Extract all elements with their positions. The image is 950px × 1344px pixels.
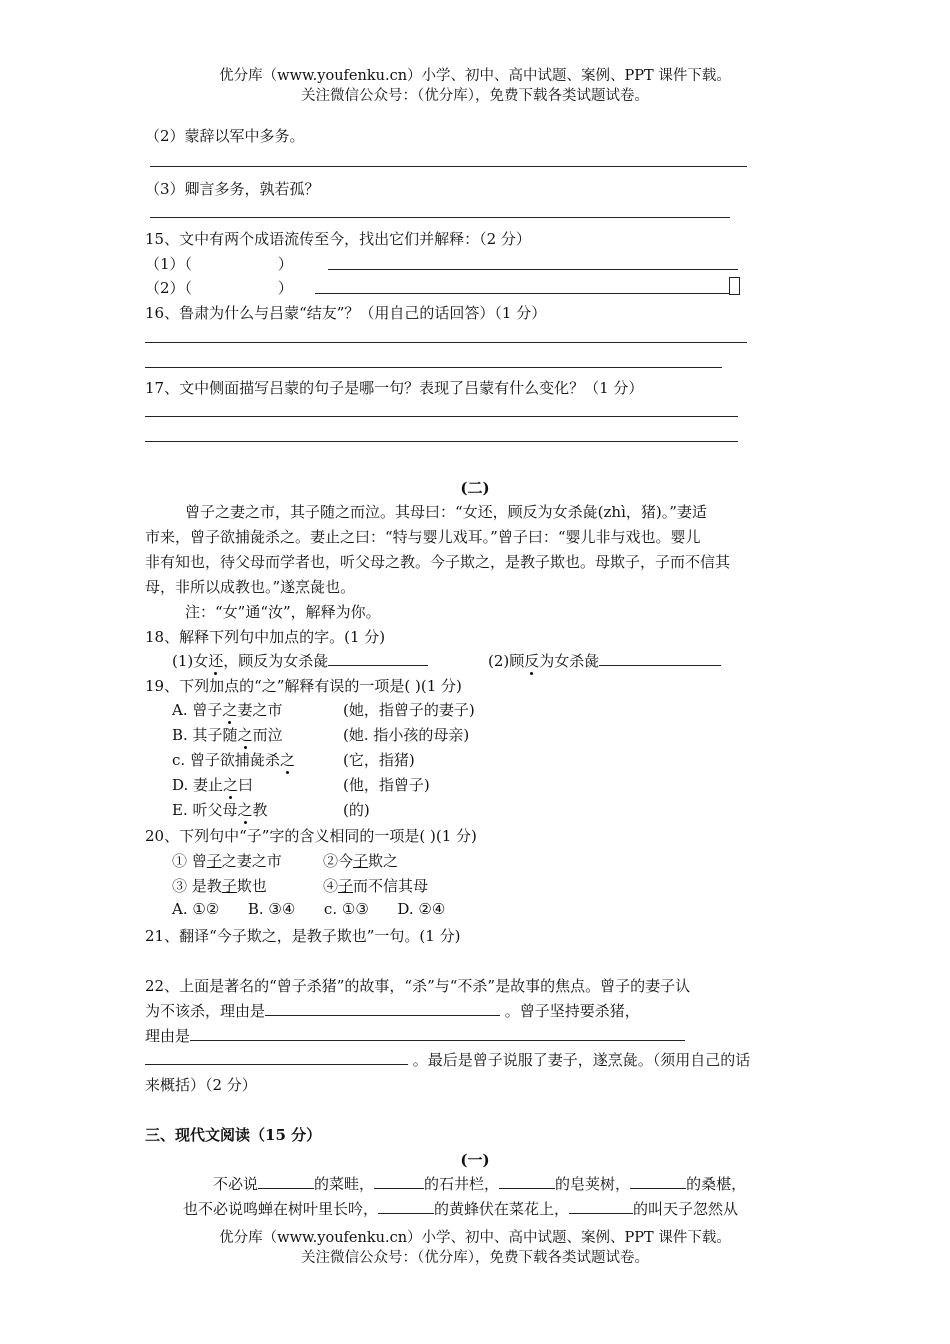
answer-blank[interactable] — [190, 1026, 685, 1041]
q19-option[interactable] — [172, 799, 268, 820]
q19-option-note: (它，指猪) — [343, 751, 415, 769]
q22-line-3 — [145, 1025, 685, 1046]
item-text: 之妻之市 — [221, 852, 282, 870]
q20-item-4 — [323, 875, 428, 896]
answer-line[interactable] — [145, 367, 722, 368]
dotted-char: 还 — [208, 652, 224, 670]
answer-blank[interactable] — [378, 1199, 434, 1214]
underlined-char: 子 — [353, 852, 369, 870]
q18-item-2-text: 为女杀彘 — [539, 652, 600, 670]
passage-line-1: 曾子之妻之市，其子随之而泣。其母曰：“女还，顾反为女杀彘(zhì，猪)。”妻适 — [185, 503, 707, 521]
item-text: ②今 — [323, 852, 354, 870]
option-text: c. 曾子欲捕彘杀 — [172, 751, 280, 769]
s3-text: 也不必说鸣蝉在树叶里长吟， — [183, 1200, 379, 1218]
s3-text: 的叫天子忽然从 — [633, 1200, 739, 1218]
q22-line-4 — [145, 1049, 750, 1070]
dotted-char: 之 — [222, 701, 238, 719]
q20-item-1 — [172, 850, 282, 871]
answer-line[interactable] — [328, 269, 738, 270]
option-text: A. 曾子 — [172, 701, 223, 719]
footer-line-1: 优分库（www.youfenku.cn）小学、初中、高中试题、案例、PPT 课件下载。 — [219, 1230, 731, 1246]
dotted-char: 之 — [237, 726, 253, 744]
answer-blank[interactable] — [569, 1199, 633, 1214]
option-text: 曰 — [238, 776, 254, 794]
answer-line[interactable] — [315, 293, 730, 294]
option-text: E. 听父母 — [172, 801, 238, 819]
q19-option-note: (她. 指小孩的母亲) — [343, 726, 470, 744]
item-text: ③ 是教 — [172, 877, 222, 895]
q22-text: 。曾子坚持要杀猪， — [504, 1002, 640, 1020]
underlined-char: 子 — [206, 852, 222, 870]
s3-text: 的桑椹， — [686, 1175, 747, 1193]
answer-line[interactable] — [145, 342, 747, 343]
q15-item-2: （2）（ ） — [145, 279, 293, 297]
answer-blank[interactable] — [328, 651, 428, 666]
q22-text: 理由是 — [145, 1027, 191, 1045]
answer-line[interactable] — [145, 416, 738, 417]
answer-blank[interactable] — [374, 1174, 424, 1189]
answer-blank[interactable] — [145, 1050, 408, 1065]
q15-item-1: （1）（ ） — [145, 255, 293, 273]
item-text: 欺之 — [368, 852, 399, 870]
passage-line-4: 母，非所以成教也。”遂烹彘也。 — [145, 578, 356, 596]
item-text: 欺也 — [236, 877, 267, 895]
q18-item-2-text: (2)顾 — [488, 652, 525, 670]
option-text: 教 — [252, 801, 268, 819]
s3-text: 的皂荚树， — [555, 1175, 631, 1193]
q22-line-1: 22、上面是著名的“曾子杀猪”的故事，“杀”与“不杀”是故事的焦点。曾子的妻子认 — [145, 977, 691, 995]
q19-question: 19、下列加点的“之”解释有误的一项是( )(1 分) — [145, 677, 462, 695]
footer-line-2: 关注微信公众号：（优分库），免费下载各类试题试卷。 — [301, 1250, 649, 1266]
s3-line-2 — [183, 1198, 738, 1219]
q18-item-2 — [488, 650, 721, 671]
answer-blank[interactable] — [499, 1174, 555, 1189]
option-text: B. 其子随 — [172, 726, 238, 744]
dotted-char: 之 — [223, 776, 239, 794]
section-3-sub: (一) — [460, 1151, 490, 1169]
q17-question: 17、文中侧面描写吕蒙的句子是哪一句？表现了吕蒙有什么变化？（1 分） — [145, 379, 644, 397]
passage-note: 注：“女”通“汝”，解释为你。 — [185, 603, 381, 621]
section-2-title: (二) — [460, 479, 490, 497]
q19-option[interactable] — [172, 749, 295, 770]
item-text: ① 曾 — [172, 852, 207, 870]
passage-line-2: 市来，曾子欲捕彘杀之。妻止之曰：“特与婴儿戏耳。”曾子曰：“婴儿非与戏也。婴儿 — [145, 528, 701, 546]
q19-option-note: (她，指曾子的妻子) — [343, 701, 475, 719]
s3-line-1 — [213, 1173, 746, 1194]
q14-item-2: （2）蒙辞以军中多务。 — [145, 127, 305, 145]
answer-line[interactable] — [145, 441, 738, 442]
q20-item-3 — [172, 875, 267, 896]
item-text: 而不信其母 — [353, 877, 429, 895]
q20-item-2 — [323, 850, 398, 871]
item-text: ④ — [323, 877, 339, 895]
q18-item-1-text: (1)女 — [172, 652, 209, 670]
q18-item-1 — [172, 650, 428, 671]
checkbox-icon — [729, 277, 740, 295]
dotted-char: 之 — [237, 801, 253, 819]
section-3-title: 三、现代文阅读（15 分） — [145, 1126, 322, 1144]
answer-blank[interactable] — [630, 1174, 686, 1189]
answer-blank[interactable] — [258, 1174, 314, 1189]
q22-text: 为不该杀，理由是 — [145, 1002, 266, 1020]
answer-blank[interactable] — [599, 651, 721, 666]
q14-item-3: （3）卿言多务，孰若孤？ — [145, 180, 320, 198]
q16-question: 16、鲁肃为什么与吕蒙“结友”？（用自己的话回答）（1 分） — [145, 304, 547, 322]
q22-line-5: 来概括）（2 分） — [145, 1076, 257, 1094]
q21-question: 21、翻译“今子欺之，是教子欺也”一句。(1 分) — [145, 927, 461, 945]
answer-line[interactable] — [150, 166, 747, 167]
q18-question: 18、解释下列句中加点的字。(1 分) — [145, 628, 386, 646]
q20-choices[interactable]: A. ①② B. ③④ c. ①③ D. ②④ — [172, 900, 446, 918]
s3-text: 的菜畦， — [314, 1175, 375, 1193]
q19-option[interactable] — [172, 774, 253, 795]
q19-option[interactable] — [172, 724, 283, 745]
option-text: D. 妻止 — [172, 776, 224, 794]
dotted-char: 反 — [524, 652, 540, 670]
s3-text: 的石井栏， — [424, 1175, 500, 1193]
q22-line-2 — [145, 1000, 640, 1021]
header-line-2: 关注微信公众号：（优分库），免费下载各类试题试卷。 — [301, 88, 649, 104]
answer-blank[interactable] — [265, 1001, 500, 1016]
q19-option-note: (他，指曾子) — [343, 776, 430, 794]
q19-option[interactable] — [172, 699, 282, 720]
q19-option-note: (的) — [343, 801, 370, 819]
dotted-char: 之 — [279, 751, 295, 769]
underlined-char: 子 — [338, 877, 354, 895]
s3-text: 不必说 — [213, 1175, 259, 1193]
underlined-char: 子 — [221, 877, 237, 895]
q22-text: 。最后是曾子说服了妻子，遂烹彘。（须用自己的话 — [412, 1051, 751, 1069]
q18-item-1-text: ，顾反为女杀彘 — [223, 652, 329, 670]
header-line-1: 优分库（www.youfenku.cn）小学、初中、高中试题、案例、PPT 课件下载。 — [219, 68, 731, 84]
option-text: 而泣 — [252, 726, 283, 744]
answer-line[interactable] — [150, 217, 730, 218]
q20-question: 20、下列句中“子”字的含义相同的一项是( )(1 分) — [145, 827, 477, 845]
s3-text: 的黄蜂伏在菜花上， — [434, 1200, 570, 1218]
q15-question: 15、文中有两个成语流传至今，找出它们并解释：（2 分） — [145, 230, 531, 248]
passage-line-3: 非有知也，待父母而学者也，听父母之教。今子欺之，是教子欺也。母欺子，子而不信其 — [145, 553, 731, 571]
option-text: 妻之市 — [237, 701, 283, 719]
